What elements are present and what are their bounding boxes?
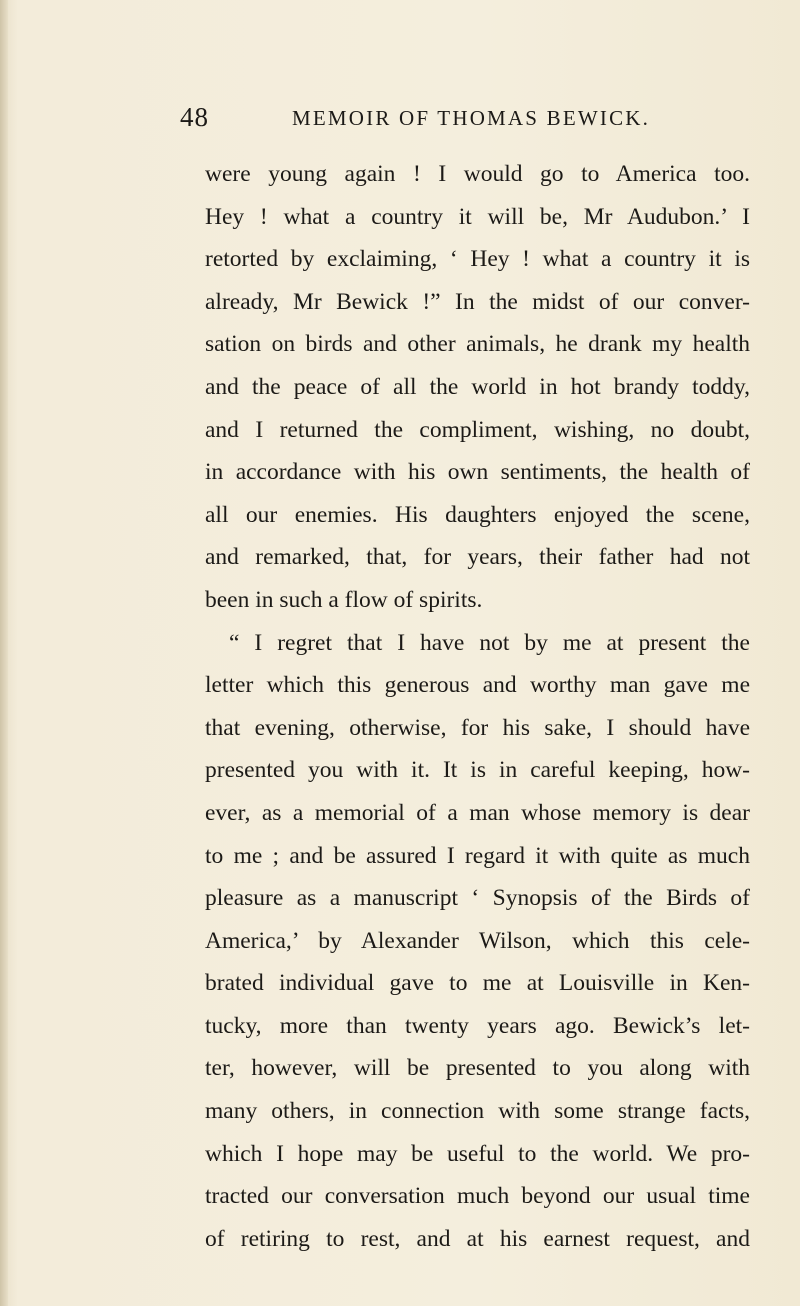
text-line: that evening, otherwise, for his sake, I should have: [205, 714, 750, 741]
page-header: [0, 100, 800, 140]
text-line: pleasure as a manuscript ‘ Synopsis of the Birds of: [205, 885, 750, 912]
text-line: were young again ! I would go to America too.: [205, 161, 750, 187]
page-number: 48: [180, 102, 209, 132]
text-line: ever, as a memorial of a man whose memory is dear: [205, 799, 750, 826]
text-line: sation on birds and other animals, he drank my health: [205, 331, 750, 358]
running-head: MEMOIR OF THOMAS BEWICK.: [292, 106, 651, 130]
text-line: and I returned the compliment, wishing, no doubt,: [205, 416, 750, 443]
text-line: “ I regret that I have not by me at present the: [229, 629, 750, 656]
text-line: tracted our conversation much beyond our usual time: [205, 1183, 750, 1210]
text-line: in accordance with his own sentiments, the health of: [205, 459, 750, 486]
page-binding-edge: [0, 0, 8, 1306]
text-line: many others, in connection with some strange facts,: [205, 1098, 750, 1125]
text-line: presented you with it. It is in careful keeping, how-: [205, 757, 750, 784]
text-line: Hey ! what a country it will be, Mr Audubon.’ I: [205, 203, 750, 230]
text-line: retorted by exclaiming, ‘ Hey ! what a country it is: [205, 246, 750, 273]
text-line: and the peace of all the world in hot brandy toddy,: [205, 373, 750, 400]
text-line: letter which this generous and worthy man gave me: [205, 672, 750, 699]
body-text: [205, 153, 750, 1260]
text-line: ter, however, will be presented to you along with: [205, 1055, 750, 1082]
text-line: which I hope may be useful to the world. We pro-: [205, 1140, 750, 1167]
text-line: to me ; and be assured I regard it with quite as much: [205, 842, 750, 869]
text-line: already, Mr Bewick !” In the midst of our conver-: [205, 288, 750, 315]
text-line: tucky, more than twenty years ago. Bewick’s let-: [205, 1012, 750, 1039]
text-line: brated individual gave to me at Louisville in Ken-: [205, 970, 750, 997]
text-line: all our enemies. His daughters enjoyed the scene,: [205, 501, 750, 528]
text-line: America,’ by Alexander Wilson, which this cele-: [205, 927, 750, 954]
text-line: and remarked, that, for years, their father had not: [205, 544, 750, 571]
text-line: of retiring to rest, and at his earnest request, and: [205, 1225, 750, 1252]
text-line: been in such a flow of spirits.: [205, 586, 483, 613]
